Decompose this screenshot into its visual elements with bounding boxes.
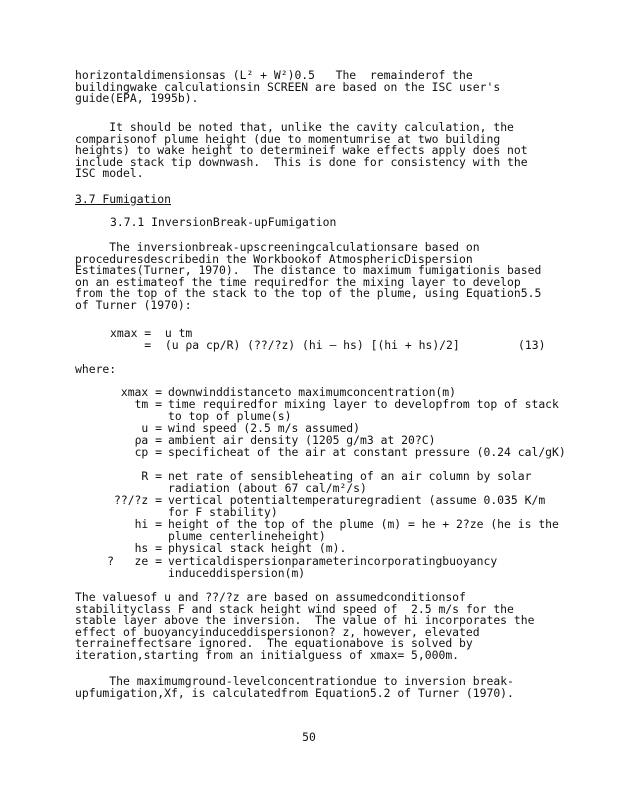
def-symbol-cp: cp = <box>134 445 162 459</box>
def-text-ze: verticaldispersionparameterincorporatingbuoyancy induceddispersion(m) <box>168 554 505 580</box>
page-number: 50 <box>302 730 316 744</box>
def-symbol-lapse: ??/?z = <box>113 493 162 507</box>
def-text-hi: height of the top of the plume (m) = he + 2?ze (he is the plume centerlineheight) <box>168 517 566 543</box>
def-text-hs: physical stack height (m). <box>168 541 347 555</box>
subsection-heading-inversion-breakup: 3.7.1 InversionBreak-upFumigation <box>110 215 337 229</box>
paragraph-values-assumptions: The valuesof u and ??/?z are based on assumedconditionsof stabilityclass F and stack height wind speed of 2.5 m/s for the stable layer above the inversion. The value of hi incorporates the effect of buoyancyinduceddispersionon? z, however, elevated terraineffectsare ignored. The equationabove is solved by iteration,starting from an initialguess of xmax= 5,000m. <box>75 590 542 662</box>
equation-line-1: xmax = u tm <box>110 326 193 340</box>
def-text-tm: time requiredfor mixing layer to developfrom top of stack to top of plume(s) <box>168 397 566 423</box>
def-symbol-hs: hs = <box>134 541 162 555</box>
def-text-rho: ambient air density (1205 g/m3 at 20?C) <box>168 433 436 447</box>
def-symbol-xmax: xmax = <box>120 385 162 399</box>
def-symbol-tm: tm = <box>134 397 162 411</box>
def-symbol-ze: ? ze = <box>107 554 162 568</box>
def-symbol-rho: ρa = <box>134 433 162 447</box>
where-label: where: <box>75 362 117 376</box>
paragraph-max-concentration: The maximumground-levelconcentrationdue to inversion break-upfumigation,Xf, is calculatedfrom Equation5.2 of Turner (1970). <box>75 674 514 700</box>
paragraph-downwash-note: It should be noted that, unlike the cavity calculation, the comparisonof plume height (due to momentumrise at two building heights) to wake height to determineif wake effects apply does not include stack tip downwash. This is done for consistency with the ISC model. <box>75 120 535 181</box>
def-symbol-r: R = <box>141 469 162 483</box>
def-symbol-hi: hi = <box>134 517 162 531</box>
section-heading-fumigation: 3.7 Fumigation <box>75 192 172 206</box>
def-symbol-u: u = <box>141 421 162 435</box>
paragraph-building-wake: horizontaldimensionsas (L² + W²)0.5 The remainderof the buildingwake calculationsin SCREEN are based on the ISC user's guide(EPA, 1995b). <box>75 68 508 106</box>
paragraph-inversion-method: The inversionbreak-upscreeningcalculationsare based on proceduresdescribedin the Workbookof AtmosphericDispersion Estimates(Turner, 1970). The distance to maximum fumigationis based on an estimateof the time requiredfor the mixing layer to develop from the top of the stack to the top of the plume, using Equation5.5 of Turner (1970): <box>75 240 549 312</box>
def-text-cp: specificheat of the air at constant pressure (0.24 cal/gK) <box>168 445 566 459</box>
def-text-xmax: downwinddistanceto maximumconcentration(m) <box>168 385 457 399</box>
def-text-lapse: vertical potentialtemperaturegradient (assume 0.035 K/m for F stability) <box>168 493 553 519</box>
equation-number: (13) <box>518 338 546 352</box>
def-text-r: net rate of sensibleheating of an air column by solar radiation (about 67 cal/m²/s) <box>168 469 539 495</box>
def-text-u: wind speed (2.5 m/s assumed) <box>168 421 361 435</box>
equation-line-2: = (u ρa cp/R) (??/?z) (hi – hs) [(hi + hs)/2] <box>110 338 460 352</box>
